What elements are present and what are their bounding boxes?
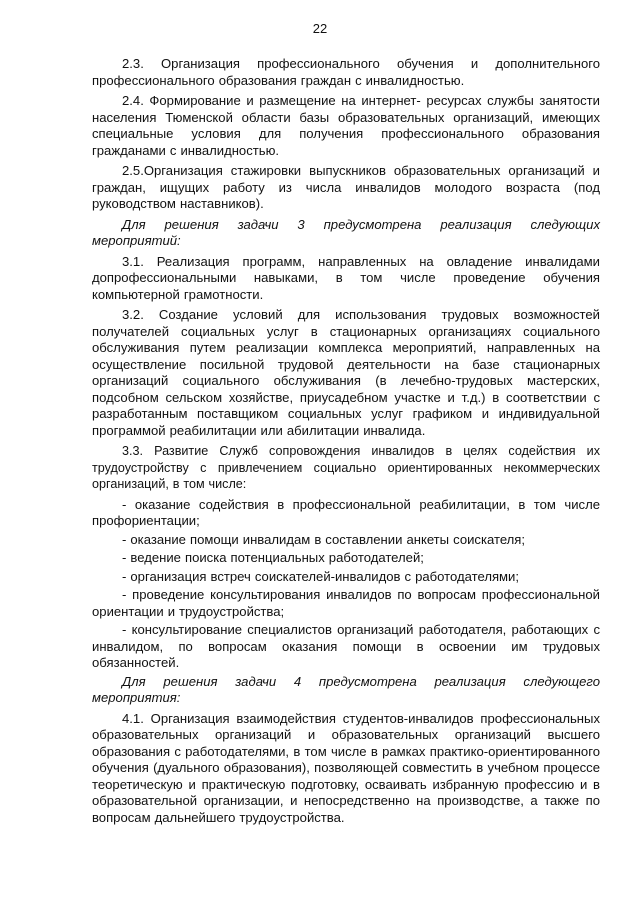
list-item: - оказание содействия в профессиональной реабилитации, в том числе профориентации;	[92, 496, 600, 528]
paragraph-2-4: 2.4. Формирование и размещение на интернет- ресурсах службы занятости населения Тюменской области базы образовательных организаций, имеющих специальные условия для получения профессионального образования гражданами с инвалидностью.	[92, 93, 600, 158]
page-number: 22	[312, 21, 328, 36]
paragraph-4-1: 4.1. Организация взаимодействия студентов-инвалидов профессиональных образовательных организаций и образовательных организаций высшего образования с работодателями, в том числе в рамках практико-ориентированного обучения (дуального образования), позволяющей совместить в учебном процессе теоретическую и практическую подготовку, осваивать избранную профессию и в образовательной организации, и непосредственно на производстве, а также по вопросам дальнейшего трудоустройства.	[92, 710, 600, 825]
list-item: - проведение консультирования инвалидов по вопросам профессиональной ориентации и трудоустройства;	[92, 587, 600, 619]
paragraph-3-3: 3.3. Развитие Служб сопровождения инвалидов в целях содействия их трудоустройству с привлечением социально ориентированных некоммерческих организаций, в том числе:	[92, 444, 600, 491]
paragraph-3-1: 3.1. Реализация программ, направленных на овладение инвалидами допрофессиональными навыками, в том числе проведение обучения компьютерной грамотности.	[92, 253, 600, 302]
list-item: - организация встреч соискателей-инвалидов с работодателями;	[122, 568, 519, 584]
list-item: - ведение поиска потенциальных работодателей;	[122, 550, 424, 565]
document-body	[92, 56, 600, 830]
task-4-intro: Для решения задачи 4 предусмотрена реализация следующего мероприятия:	[92, 673, 600, 705]
paragraph-3-2: 3.2. Создание условий для использования трудовых возможностей получателей социальных услуг в стационарных организациях социального обслуживания путем реализации комплекса мероприятий, направленных на осуществление посильной трудовой деятельности на базе стационарных организаций социального обслуживания (в лечебно-трудовых мастерских, подсобном сельском хозяйстве, приусадебном участке и т.д.) в соответствии с разработанным поставщиком социальных услуг графиком и индивидуальной программой реабилитации или абилитации инвалида.	[92, 307, 600, 438]
list-item: - консультирование специалистов организаций работодателя, работающих с инвалидом, по вопросам оказания помощи в освоении им трудовых обязанностей.	[92, 622, 600, 670]
paragraph-2-3: 2.3. Организация профессионального обучения и дополнительного профессионального образования граждан с инвалидностью.	[92, 56, 600, 88]
paragraph-2-5: 2.5.Организация стажировки выпускников образовательных организаций и граждан, ищущих работу из числа инвалидов молодого возраста (под руководством наставников).	[92, 163, 600, 211]
list-item: - оказание помощи инвалидам в составлении анкеты соискателя;	[122, 531, 526, 547]
task-3-intro: Для решения задачи 3 предусмотрена реализация следующих мероприятий:	[92, 216, 600, 248]
